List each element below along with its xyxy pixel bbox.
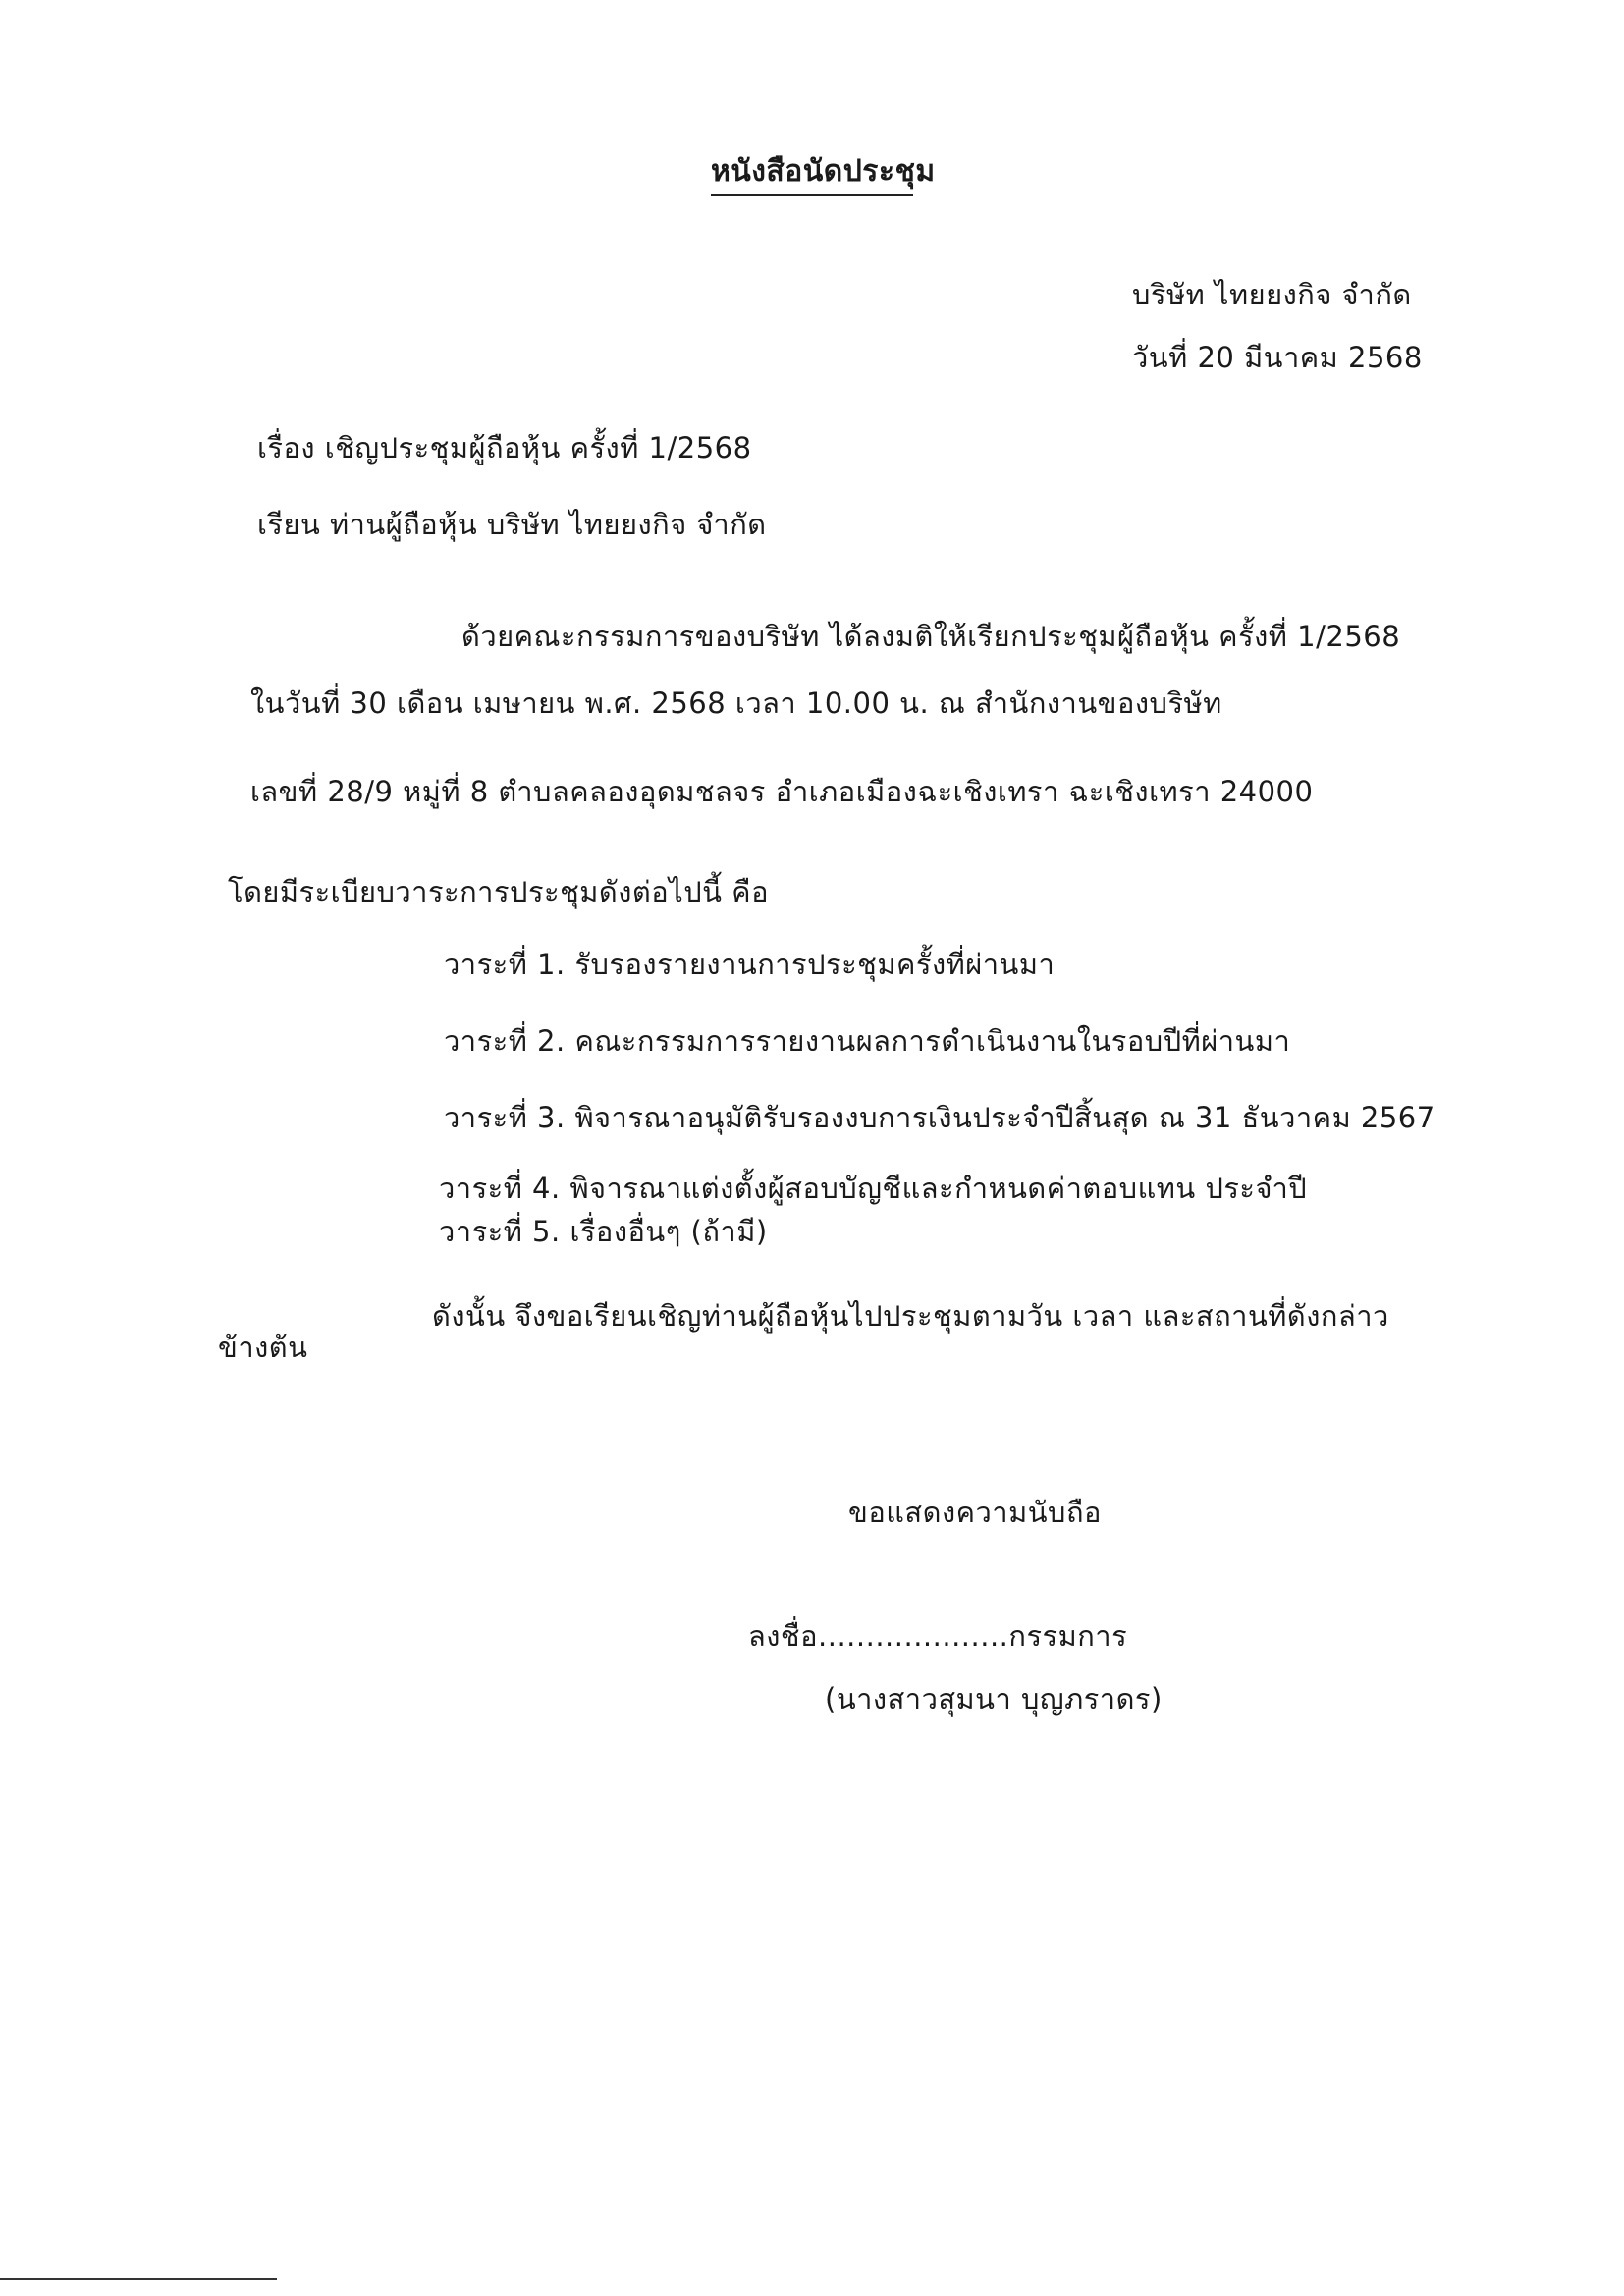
footer-rule [0,2278,277,2280]
agenda-intro: โดยมีระเบียบวาระการประชุมดังต่อไปนี้ คือ [228,875,769,908]
signer-name: (นางสาวสุมนา บุญภราดร) [825,1682,1163,1716]
body-paragraph-line: ในวันที่ 30 เดือน เมษายน พ.ศ. 2568 เวลา 10.00 น. ณ สำนักงานของบริษัท [250,686,1222,720]
recipient-line: เรียน ท่านผู้ถือหุ้น บริษัท ไทยยงกิจ จำกัด [257,508,767,541]
closing-line: ข้างต้น [218,1331,308,1364]
subject-line: เรื่อง เชิญประชุมผู้ถือหุ้น ครั้งที่ 1/2568 [257,431,752,465]
signature-line: ลงชื่อ....................กรรมการ [748,1619,1128,1653]
title-underline [711,194,913,196]
document-title: หนังสือนัดประชุม [711,154,936,189]
agenda-item: วาระที่ 5. เรื่องอื่นๆ (ถ้ามี) [439,1215,768,1248]
agenda-item: วาระที่ 4. พิจารณาแต่งตั้งผู้สอบบัญชีและกำหนดค่าตอบแทน ประจำปี [439,1172,1308,1205]
agenda-item: วาระที่ 1. รับรองรายงานการประชุมครั้งที่ผ่านมา [444,948,1056,981]
body-paragraph-line: ด้วยคณะกรรมการของบริษัท ได้ลงมติให้เรียกประชุมผู้ถือหุ้น ครั้งที่ 1/2568 [461,620,1401,653]
agenda-item: วาระที่ 2. คณะกรรมการรายงานผลการดำเนินงานในรอบปีที่ผ่านมา [444,1024,1291,1058]
closing-line: ดังนั้น จึงขอเรียนเชิญท่านผู้ถือหุ้นไปประชุมตามวัน เวลา และสถานที่ดังกล่าว [432,1299,1389,1333]
letter-date: วันที่ 20 มีนาคม 2568 [1132,341,1423,374]
regards-line: ขอแสดงความนับถือ [848,1496,1102,1529]
body-paragraph-line: เลขที่ 28/9 หมู่ที่ 8 ตำบลคลองอุดมชลจร อำเภอเมืองฉะเชิงเทรา ฉะเชิงเทรา 24000 [250,775,1314,808]
company-name: บริษัท ไทยยงกิจ จำกัด [1132,278,1412,311]
agenda-item: วาระที่ 3. พิจารณาอนุมัติรับรองงบการเงินประจำปีสิ้นสุด ณ 31 ธันวาคม 2567 [444,1101,1435,1134]
